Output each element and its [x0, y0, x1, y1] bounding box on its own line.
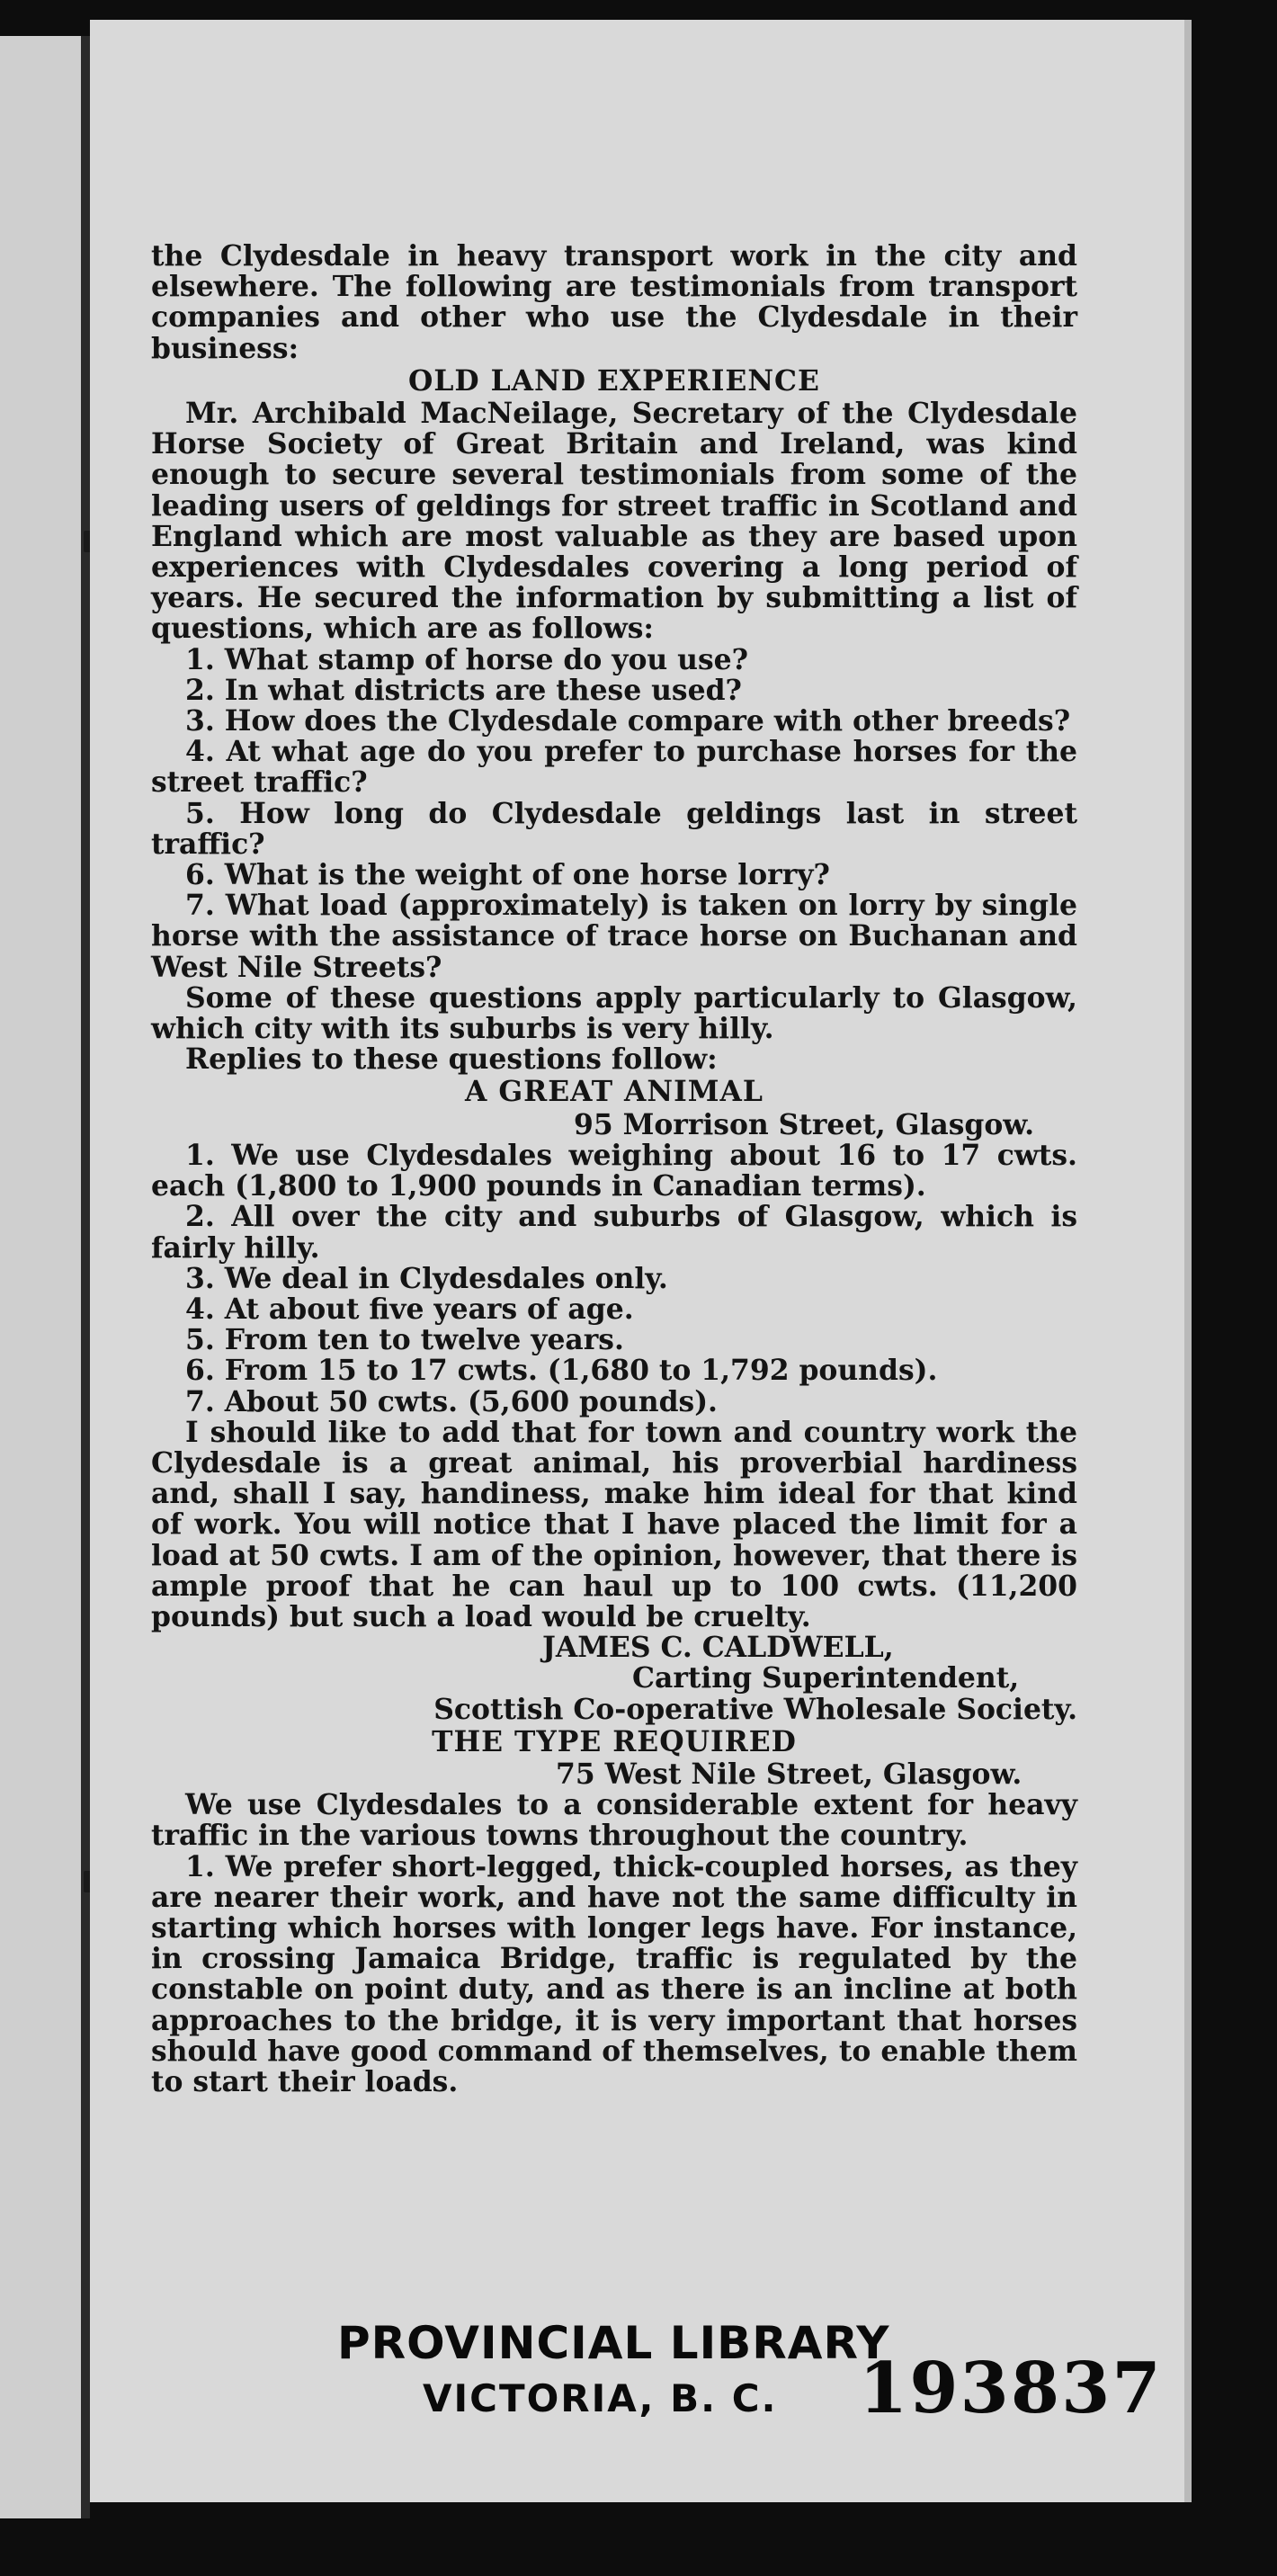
signature-name: JAMES C. CALDWELL, [542, 1632, 894, 1665]
question-item: 1. What stamp of horse do you use? [185, 643, 748, 676]
page-edge [1184, 20, 1192, 2502]
question-item: 7. What load (approximately) is taken on lorry by single horse with the assistance of trace horse on Buchanan and West Nile Streets? [151, 890, 1077, 984]
question-item: 5. How long do Clydesdale geldings last in street traffic? [151, 797, 1077, 861]
paragraph: 1. We prefer short-legged, thick-coupled horses, as they are nearer their work, and have not the same difficulty in starting which horses with longer legs have. For instance, in crossing Jamaica Bridge, traffic is regulated by the constable on point duty, and as there is an incline at both approaches to the bridge, it is very important that horses should have good command of themselves, to enable them to start their loads. [151, 1850, 1077, 2098]
stamp-line-2: VICTORIA, B. C. [423, 2376, 778, 2420]
paragraph: Mr. Archibald MacNeilage, Secretary of the Clydesdale Horse Society of Great Britain and Ireland, was kind enough to secure several testimonials from some of the leading users of geldings for street traffic in Scotland and England which are most valuable as they are based upon experiences with Clydesdales covering a long period of years. He secured the information by submitting a list of questions, which are as follows: [151, 398, 1077, 646]
stamp-line-1: PROVINCIAL LIBRARY [337, 2317, 890, 2369]
paragraph: Replies to these questions follow: [185, 1043, 718, 1077]
section-heading: OLD LAND EXPERIENCE [408, 364, 820, 398]
answer-item: 5. From ten to twelve years. [185, 1324, 624, 1357]
address-line: 95 Morrison Street, Glasgow. [574, 1108, 1035, 1141]
question-item: 3. How does the Clydesdale compare with other breeds? [185, 705, 1071, 738]
answer-item: 6. From 15 to 17 cwts. (1,680 to 1,792 pounds). [185, 1355, 938, 1388]
library-stamp [337, 2312, 1163, 2429]
answer-item: 1. We use Clydesdales weighing about 16 to 17 cwts. each (1,800 to 1,900 pounds in Canadian terms). [151, 1139, 1077, 1203]
answer-item: 3. We deal in Clydesdales only. [185, 1262, 668, 1295]
signature-title: Carting Superintendent, [632, 1662, 1020, 1695]
section-heading: THE TYPE REQUIRED [432, 1725, 797, 1758]
paragraph: We use Clydesdales to a considerable extent for heavy traffic in the various towns throughout the country. [151, 1789, 1077, 1853]
document-body [151, 241, 1077, 2097]
answer-item: 7. About 50 cwts. (5,600 pounds). [185, 1385, 718, 1418]
paragraph: I should like to add that for town and country work the Clydesdale is a great animal, his proverbial hardiness and, shall I say, handiness, make him ideal for that kind of work. You will notice that I have placed the limit for a load at 50 cwts. I am of the opinion, however, that there is ample proof that he can haul up to 100 cwts. (11,200 pounds) but such a load would be cruelty. [151, 1416, 1077, 1633]
answer-item: 2. All over the city and suburbs of Glasgow, which is fairly hilly. [151, 1201, 1077, 1265]
section-heading: A GREAT ANIMAL [465, 1076, 764, 1109]
paragraph: Some of these questions apply particularly to Glasgow, which city with its suburbs is very hilly. [151, 981, 1077, 1046]
question-item: 6. What is the weight of one horse lorry? [185, 859, 830, 892]
left-page-edge [0, 36, 85, 2518]
question-item: 2. In what districts are these used? [185, 674, 742, 707]
binding-gutter [81, 36, 90, 2518]
intro-paragraph: the Clydesdale in heavy transport work in the city and elsewhere. The following are testimonials from transport companies and other who use the Clydesdale in their business: [151, 240, 1077, 365]
accession-number: 193837 [859, 2348, 1163, 2429]
address-line: 75 West Nile Street, Glasgow. [556, 1758, 1022, 1791]
question-item: 4. At what age do you prefer to purchase horses for the street traffic? [151, 736, 1077, 800]
signature-organization: Scottish Co-operative Wholesale Society. [433, 1693, 1077, 1726]
answer-item: 4. At about five years of age. [185, 1292, 634, 1326]
